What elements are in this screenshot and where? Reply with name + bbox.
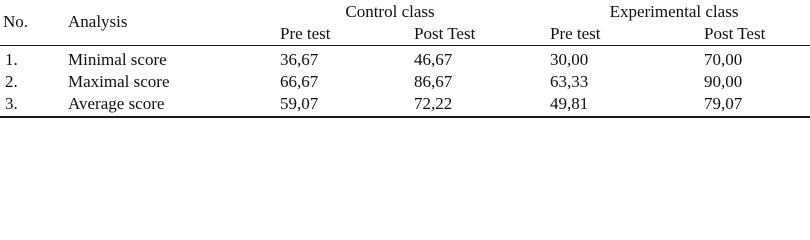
row-1-exp-pre: 30,00 [550,50,589,69]
header-rule [0,45,810,46]
header-control-pre-test: Pre test [280,24,331,43]
row-3-control-pre: 59,07 [280,94,319,113]
header-control-post-test: Post Test [414,24,476,43]
header-experimental-post-test: Post Test [704,24,766,43]
row-2-exp-post: 90,00 [704,72,743,91]
bottom-rule [0,116,810,118]
row-1-control-post: 46,67 [414,50,453,69]
header-control-class: Control class [345,2,435,21]
header-experimental-class: Experimental class [609,2,739,21]
row-3-control-post: 72,22 [414,94,453,113]
header-experimental-pre-test: Pre test [550,24,601,43]
row-1-no: 1. [5,50,18,69]
row-3-analysis: Average score [68,94,165,113]
row-2-exp-pre: 63,33 [550,72,589,91]
header-no: No. [3,12,29,31]
row-2-control-post: 86,67 [414,72,453,91]
row-1-exp-post: 70,00 [704,50,743,69]
row-1-analysis: Minimal score [68,50,167,69]
row-3-exp-pre: 49,81 [550,94,589,113]
row-3-no: 3. [5,94,18,113]
row-1-control-pre: 36,67 [280,50,319,69]
row-2-no: 2. [5,72,18,91]
row-2-control-pre: 66,67 [280,72,319,91]
header-analysis: Analysis [68,12,128,31]
row-2-analysis: Maximal score [68,72,170,91]
row-3-exp-post: 79,07 [704,94,743,113]
